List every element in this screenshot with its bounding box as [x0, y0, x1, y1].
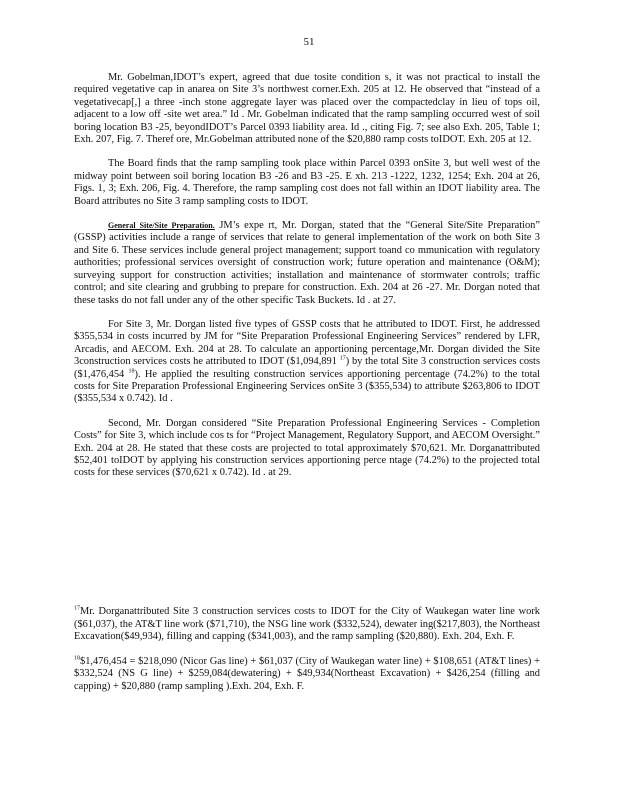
footnote-ref-17: 17: [339, 355, 346, 362]
footnote-text: Mr. Dorganattributed Site 3 construction services costs to IDOT for the City of Waukegan water line work ($61,037), the AT&T line work ($71,710), the NSG line work ($332,524), dewater ing($217,803), the Northeast Excavation($49,934), filling and capping ($341,003), and the ramp sampling ($20,880). Exh. 204, Exh. F.: [74, 606, 540, 643]
body-text: [74, 72, 540, 492]
paragraph-gssp: [74, 220, 540, 307]
site3-text-1: For Site 3, Mr. Dorgan listed five types of GSSP costs that he attributed to IDOT. First, he addressed $355,534 in costs incurred by JM for “Site Preparation Professional Engineering Services” rendered by LFR, Arcadis, and AECOM. Exh. 204 at 28. To calculate an apportioning percentage,Mr. Dorgan divided the Site 3construction services costs he attributed to IDOT ($1,094,891: [74, 318, 540, 368]
paragraph-gobelman: Mr. Gobelman,IDOT’s expert, agreed that due tosite condition s, it was not practical to install the required vegetative cap in anarea on Site 3’s northwest corner.Exh. 205 at 12. He observed that “instead of a vegetativecap[,] a three -inch stone aggregate layer was placed over the compactedclay in lieu of tops oil, adjacent to a low off -site wet area.” Id . Mr. Gobelman indicated that the ramp sampling occurred west of soil boring location B3 -25, beyondIDOT’s Parcel 0393 liability area. Id ., citing Fig. 7; see also Exh. 205, Table 1; Exh. 207, Fig. 7. Theref ore, Mr.Gobelman attributed none of the $20,880 ramp costs toIDOT. Exh. 205 at 12.: [74, 72, 540, 146]
footnote-mark: 18: [74, 655, 80, 662]
footnote-text: $1,476,454 = $218,090 (Nicor Gas line) + $61,037 (City of Waukegan water line) + $108,651 (AT&T lines) + $332,524 (NS G line) + $259,084(dewatering) + $49,934(Northeast Excavation) + $426,254 (filling and capping) + $20,880 (ramp sampling ).Exh. 204, Exh. F.: [74, 655, 540, 692]
footnote-mark: 17: [74, 605, 80, 612]
footnote-ref-18: 18: [128, 368, 135, 375]
paragraph-board-finding: The Board finds that the ramp sampling took place within Parcel 0393 onSite 3, but well west of the midway point between soil boring location B3 -26 and B3 -25. E xh. 213 -1222, 1232, 1254; Exh. 204 at 26, Figs. 1, 3; Exh. 206, Fig. 4. Therefore, the ramp sampling cost does not fall within an IDOT liability area. The Board attributes no Site 3 ramp sampling costs to IDOT.: [74, 158, 540, 207]
footnote-18: [74, 656, 540, 694]
page-number: 51: [303, 36, 315, 48]
site3-text-2: ) by the total Site 3 construction services costs ($1,476,454: [74, 356, 540, 380]
paragraph-site3-first: [74, 319, 540, 406]
gssp-text: JM’s expe rt, Mr. Dorgan, stated that the “General Site/Site Preparation” (GSSP) activities include a range of services that relate to general implementation of the work on both Site 3 and Site 6. These services include general project management; support toand co mmunication with regulatory authorities; professional services oversight of construction work; future operation and maintenance (O&M); surveying support for construction activities; installation and maintenance of stormwater controls; traffic control; and site clearing and grubbing to prepare for construction. Exh. 204 at 26 -27. Mr. Dorgan noted that these tasks do not fall under any of the other specific Task Buckets. Id . at 27.: [74, 220, 540, 306]
paragraph-site3-second: Second, Mr. Dorgan considered “Site Preparation Professional Engineering Services - Completion Costs” for Site 3, which include cos ts for “Project Management, Regulatory Support, and AECOM Oversight.” Exh. 204 at 28. He stated that these costs are projected to total approximately $70,621. Mr. Dorganattributed $52,401 toIDOT by applying his construction services apportioning perce ntage (74.2%) to the projected total costs for these services ($70,621 x 0.742). Id . at 29.: [74, 417, 540, 479]
section-heading: General Site/Site Preparation.: [108, 221, 215, 231]
site3-text-3: ). He applied the resulting construction services apportioning percentage (74.2%) to the total costs for Site Preparation Professional Engineering Services onSite 3 ($355,534) to attribute $263,806 to IDOT ($355,534 x 0.742). Id .: [74, 368, 540, 405]
footnote-17: [74, 606, 540, 644]
footnotes: [74, 606, 540, 706]
